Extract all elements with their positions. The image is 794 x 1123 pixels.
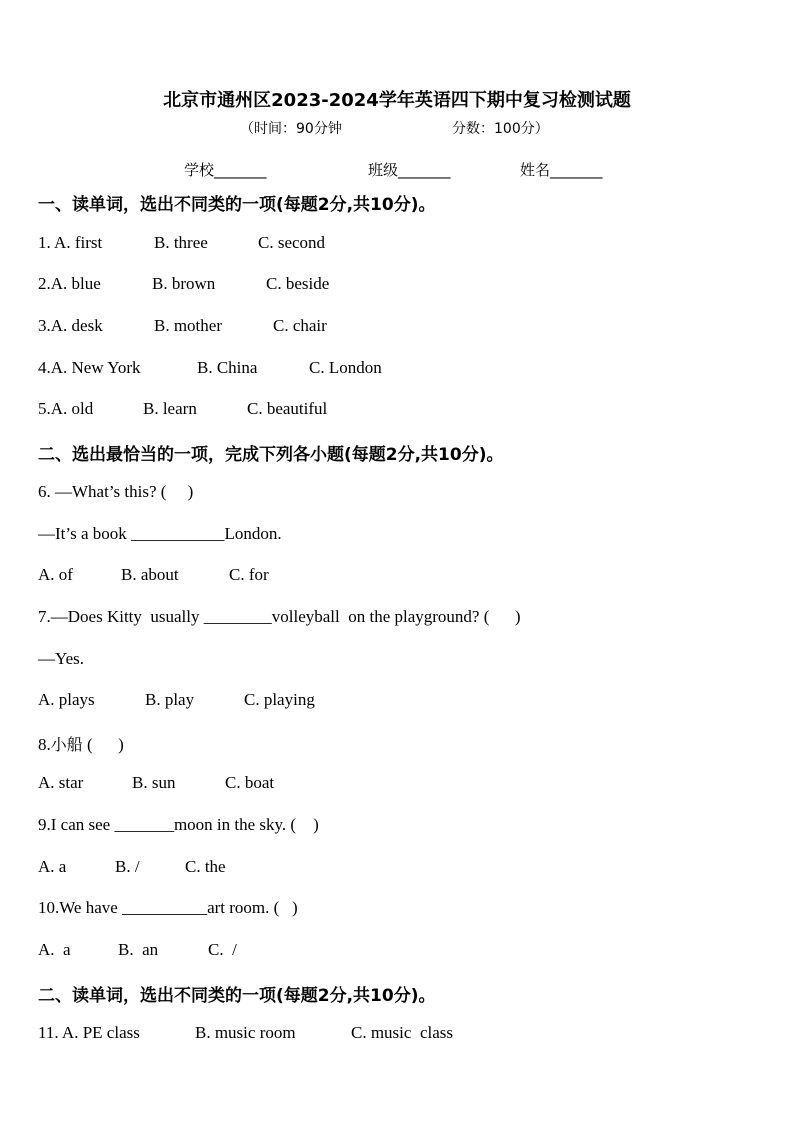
name-field: 姓名_______	[520, 161, 603, 179]
question-5-option-a: 5.A. old	[38, 399, 94, 418]
question-2-option-a: 2.A. blue	[38, 274, 101, 293]
question-1-option-c: C. second	[258, 233, 326, 252]
page-title: 北京市通州区2023-2024学年英语四下期中复习检测试题	[163, 90, 631, 111]
question-5-option-b: B. learn	[143, 399, 197, 418]
question-8-option-c: C. boat	[225, 773, 275, 792]
question-1-option-b: B. three	[154, 233, 208, 252]
question-8-blank: ( )	[82, 735, 124, 754]
question-9-option-a: A. a	[38, 857, 67, 876]
question-10-stem: 10.We have __________art room. ( )	[38, 898, 298, 917]
question-6-option-a: A. of	[38, 565, 73, 584]
question-4-option-b: B. China	[197, 358, 258, 377]
exam-time: （时间：90分钟	[240, 121, 342, 137]
section-heading: 一、读单词，选出不同类的一项(每题2分,共10分)。	[38, 195, 436, 215]
question-7-answer-line: —Yes.	[38, 649, 84, 668]
question-8-option-b: B. sun	[132, 773, 176, 792]
question-7-option-a: A. plays	[38, 690, 95, 709]
question-8-stem	[38, 732, 124, 755]
question-6-option-c: C. for	[229, 565, 269, 584]
question-11-option-a: 11. A. PE class	[38, 1023, 140, 1042]
question-3-option-c: C. chair	[273, 316, 327, 335]
question-8-word: 小船	[50, 735, 83, 754]
question-3-option-b: B. mother	[154, 316, 222, 335]
question-4-option-a: 4.A. New York	[38, 358, 141, 377]
section-heading: 二、选出最恰当的一项，完成下列各小题(每题2分,共10分)。	[38, 445, 504, 465]
class-field: 班级_______	[368, 161, 451, 179]
question-10-option-a: A. a	[38, 940, 71, 959]
question-6-answer-line: —It’s a book ___________London.	[38, 524, 282, 543]
question-6-stem: 6. —What’s this? ( )	[38, 482, 194, 501]
question-1-option-a: 1. A. first	[38, 233, 103, 252]
question-10-option-c: C. /	[208, 940, 237, 959]
question-7-option-b: B. play	[145, 690, 195, 709]
question-11-option-c: C. music class	[351, 1023, 453, 1042]
question-4-option-c: C. London	[309, 358, 382, 377]
question-2-option-b: B. brown	[152, 274, 216, 293]
question-5-option-c: C. beautiful	[247, 399, 328, 418]
question-6-option-b: B. about	[121, 565, 179, 584]
question-9-stem: 9.I can see _______moon in the sky. ( )	[38, 815, 319, 834]
question-3-option-a: 3.A. desk	[38, 316, 103, 335]
question-10-option-b: B. an	[118, 940, 159, 959]
section-heading: 二、读单词，选出不同类的一项(每题2分,共10分)。	[38, 986, 436, 1006]
question-8-number: 8.	[38, 735, 51, 754]
question-2-option-c: C. beside	[266, 274, 330, 293]
school-field: 学校_______	[184, 161, 267, 179]
question-8-option-a: A. star	[38, 773, 84, 792]
exam-score: 分数：100分）	[452, 121, 549, 137]
question-7-option-c: C. playing	[244, 690, 315, 709]
question-9-option-b: B. /	[115, 857, 140, 876]
question-11-option-b: B. music room	[195, 1023, 296, 1042]
question-7-stem: 7.—Does Kitty usually ________volleyball on the playground? ( )	[38, 607, 521, 626]
question-9-option-c: C. the	[185, 857, 226, 876]
